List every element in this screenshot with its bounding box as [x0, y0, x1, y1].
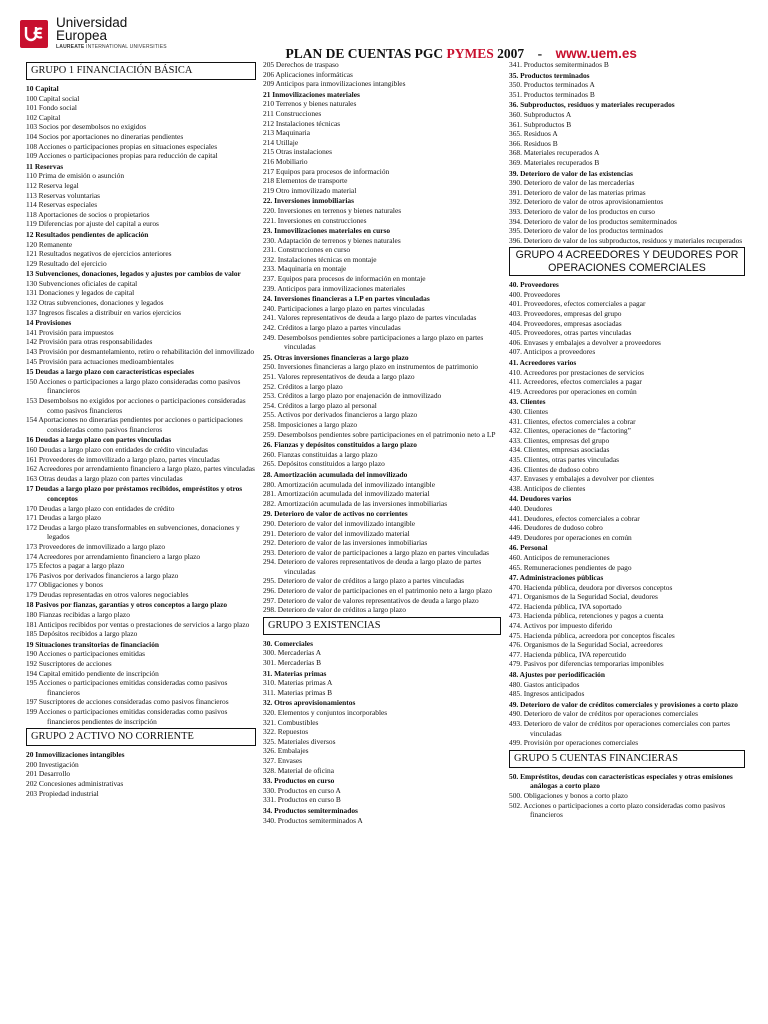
account-item: 141 Provisión para impuestos — [26, 327, 114, 337]
account-item: 175 Efectos a pagar a largo plazo — [26, 561, 125, 571]
subgroup-heading: 26. Fianzas y depósitos constituidos a largo plazo — [263, 440, 417, 450]
account-item: 110 Prima de emisión o asunción — [26, 171, 125, 181]
account-item: 351. Productos terminados B — [509, 89, 595, 99]
logo-text-line1: Universidad — [56, 15, 128, 30]
university-logo-icon — [20, 20, 48, 48]
account-item: 320. Elementos y conjuntos incorporables — [263, 708, 388, 717]
subgroup-heading: 33. Productos en curso — [263, 776, 335, 786]
account-item: 161 Proveedores de inmovilizado a largo plazo, partes vinculadas — [26, 454, 220, 464]
account-item: 154 Aportaciones no dinerarias pendientes por acciones o participaciones consideradas como pasivos financieros — [26, 415, 243, 434]
account-item: 460. Anticipos de remuneraciones — [509, 552, 610, 562]
account-item: 396. Deterioro de valor de los subproductos, residuos y materiales recuperados — [509, 235, 743, 245]
logo-tag-bold: LAUREATE — [56, 44, 85, 50]
account-item: 131 Donaciones y legados de capital — [26, 288, 135, 298]
account-item: 100 Capital social — [26, 93, 80, 103]
account-item: 103 Socios por desembolsos no exigidos — [26, 122, 147, 132]
account-item: 390. Deterioro de valor de las mercaderías — [509, 178, 635, 188]
account-item: 200 Investigación — [26, 759, 79, 769]
account-item: 231. Construcciones en curso — [263, 245, 351, 255]
page-header — [0, 0, 768, 61]
account-item: 280. Amortización acumulada del inmovilizado intangible — [263, 479, 435, 489]
account-item: 258. Imposiciones a largo plazo — [263, 419, 358, 429]
account-item: 170 Deudas a largo plazo con entidades de crédito — [26, 503, 175, 513]
account-item: 252. Créditos a largo plazo — [263, 381, 343, 391]
account-item: 321. Combustibles — [263, 717, 319, 727]
account-item: 438. Anticipos de clientes — [509, 483, 586, 493]
account-item: 132 Otras subvenciones, donaciones y legados — [26, 298, 164, 308]
account-item: 403. Proveedores, empresas del grupo — [509, 309, 622, 319]
account-item: 130 Subvenciones oficiales de capital — [26, 278, 138, 288]
account-item: 102 Capital — [26, 112, 61, 122]
account-item: 300. Mercaderías A — [263, 648, 322, 658]
account-item: 240. Participaciones a largo plazo en partes vinculadas — [263, 303, 425, 313]
subgroup-heading: 24. Inversiones financieras a LP en partes vinculadas — [263, 294, 430, 304]
account-item: 405. Proveedores, otras partes vinculadas — [509, 328, 632, 338]
account-item: 180 Fianzas recibidas a largo plazo — [26, 610, 130, 620]
subgroup-heading: 20 Inmovilizaciones intangibles — [26, 750, 125, 760]
account-item: 322. Repuestos — [263, 727, 309, 737]
account-item: 163 Otras deudas a largo plazo con partes vinculadas — [26, 473, 183, 483]
subgroup-heading: 30. Comerciales — [263, 638, 313, 648]
account-item: 201 Desarrollo — [26, 769, 71, 779]
column-1 — [26, 60, 256, 798]
account-item: 490. Deterioro de valor de créditos por operaciones comerciales — [509, 709, 698, 719]
account-item: 433. Clientes, empresas del grupo — [509, 435, 610, 445]
account-item: 410. Acreedores por prestaciones de servicios — [509, 367, 645, 377]
subgroup-heading: 18 Pasivos por fianzas, garantías y otros conceptos a largo plazo — [26, 600, 228, 610]
account-item: 199 Acciones o participaciones emitidas consideradas como pasivos financieros pendientes de inscripción — [26, 707, 228, 726]
subgroup-heading: 44. Deudores varios — [509, 494, 572, 504]
subgroup-heading: 43. Clientes — [509, 397, 546, 407]
account-item: 142 Provisión para otras responsabilidades — [26, 337, 153, 347]
account-item: 162 Acreedores por arrendamiento financiero a largo plazo, partes vinculadas — [26, 464, 255, 474]
account-item: 476. Organismos de la Seguridad Social, acreedores — [509, 640, 663, 650]
account-item: 255. Activos por derivados financieros a largo plazo — [263, 410, 418, 420]
account-item: 172 Deudas a largo plazo transformables en subvenciones, donaciones y legados — [26, 522, 240, 542]
account-item: 293. Deterioro de valor de participaciones a largo plazo en partes vinculadas — [263, 547, 490, 557]
group-heading: GRUPO 2 ACTIVO NO CORRIENTE — [26, 728, 256, 746]
account-item: 145 Provisión para actuaciones medioambientales — [26, 356, 174, 366]
account-item: 253. Créditos a largo plazo por enajenación de inmovilizado — [263, 391, 442, 401]
subgroup-heading: 22. Inversiones inmobiliarias — [263, 196, 354, 206]
account-item: 493. Deterioro de valor de créditos por operaciones comerciales con partes vinculadas — [509, 719, 731, 738]
account-item: 295. Deterioro de valor de créditos a largo plazo a partes vinculadas — [263, 576, 464, 586]
account-item: 220. Inversiones en terrenos y bienes naturales — [263, 205, 402, 215]
account-item: 499. Provisión por operaciones comerciales — [509, 738, 639, 748]
account-item: 212 Instalaciones técnicas — [263, 118, 341, 128]
account-item: 296. Deterioro de valor de participaciones en el patrimonio neto a largo plazo — [263, 586, 493, 596]
account-item: 328. Material de oficina — [263, 765, 335, 775]
account-item: 254. Créditos a largo plazo al personal — [263, 400, 377, 410]
account-item: 392. Deterioro de valor de otros aprovisionamientos — [509, 197, 664, 207]
account-item: 192 Suscriptores de acciones — [26, 659, 112, 669]
account-item: 473. Hacienda pública, retenciones y pagos a cuenta — [509, 611, 664, 621]
account-item: 206 Aplicaciones informáticas — [263, 69, 353, 79]
account-item: 176 Pasivos por derivados financieros a largo plazo — [26, 570, 179, 580]
account-item: 232. Instalaciones técnicas en montaje — [263, 254, 377, 264]
account-item: 441. Deudores, efectos comerciales a cobrar — [509, 513, 640, 523]
account-item: 350. Productos terminados A — [509, 80, 595, 90]
account-item: 395. Deterioro de valor de los productos terminados — [509, 226, 663, 236]
account-item: 143 Provisión por desmantelamiento, retiro o rehabilitación del inmovilizado — [26, 347, 255, 357]
account-item: 474. Activos por impuesto diferido — [509, 621, 613, 631]
group-heading: GRUPO 1 FINANCIACIÓN BÁSICA — [26, 62, 256, 80]
account-item: 104 Socios por aportaciones no dinerarias pendientes — [26, 131, 184, 141]
account-item: 242. Créditos a largo plazo a partes vinculadas — [263, 323, 401, 333]
subgroup-heading: 11 Reservas — [26, 161, 64, 171]
logo-tagline — [56, 44, 167, 50]
account-item: 282. Amortización acumulada de las inversiones inmobiliarias — [263, 498, 448, 508]
account-item: 174 Acreedores por arrendamiento financiero a largo plazo — [26, 551, 201, 561]
account-item: 194 Capital emitido pendiente de inscripción — [26, 668, 159, 678]
account-item: 179 Deudas representadas en otros valores negociables — [26, 589, 189, 599]
account-item: 446. Deudores de dudoso cobro — [509, 523, 603, 533]
account-item: 340. Productos semiterminados A — [263, 815, 363, 825]
title-suffix: 2007 - — [493, 46, 556, 61]
account-item: 475. Hacienda pública, acreedora por conceptos fiscales — [509, 630, 675, 640]
account-item: 290. Deterioro de valor del inmovilizado intangible — [263, 518, 416, 528]
account-item: 210 Terrenos y bienes naturales — [263, 99, 357, 109]
account-item: 434. Clientes, empresas asociadas — [509, 445, 610, 455]
account-item: 327. Envases — [263, 755, 302, 765]
subgroup-heading: 31. Materias primas — [263, 668, 327, 678]
title-url: www.uem.es — [555, 46, 637, 61]
account-item: 369. Materiales recuperados B — [509, 157, 600, 167]
subgroup-heading: 47. Administraciones públicas — [509, 573, 604, 583]
account-item: 250. Inversiones financieras a largo plazo en instrumentos de patrimonio — [263, 362, 478, 372]
account-item: 129 Resultado del ejercicio — [26, 258, 107, 268]
subgroup-heading: 15 Deudas a largo plazo con características especiales — [26, 367, 195, 377]
account-item: 472. Hacienda pública, IVA soportado — [509, 601, 622, 611]
account-item: 449. Deudores por operaciones en común — [509, 532, 632, 542]
account-item: 294. Deterioro de valores representativos de deuda a largo plazo de partes vinculadas — [263, 557, 482, 576]
account-item: 241. Valores representativos de deuda a largo plazo de partes vinculadas — [263, 313, 477, 323]
subgroup-heading: 21 Inmovilizaciones materiales — [263, 89, 360, 99]
subgroup-heading: 34. Productos semiterminados — [263, 805, 358, 815]
account-item: 391. Deterioro de valor de las materias primas — [509, 187, 646, 197]
account-item: 216 Mobiliario — [263, 156, 308, 166]
subgroup-heading: 50. Empréstitos, deudas con características especiales y otras emisiones análogas a corto plazo — [509, 771, 733, 791]
account-item: 219 Otro inmovilizado material — [263, 185, 357, 195]
account-item: 471. Organismos de la Seguridad Social, deudores — [509, 592, 658, 602]
subgroup-heading: 41. Acreedores varios — [509, 358, 577, 368]
account-item: 368. Materiales recuperados A — [509, 148, 600, 158]
account-item: 203 Propiedad industrial — [26, 788, 99, 798]
logo-tag-rest: INTERNATIONAL UNIVERSITIES — [84, 44, 167, 50]
subgroup-heading: 29. Deterioro de valor de activos no corrientes — [263, 509, 408, 519]
account-item: 217 Equipos para procesos de información — [263, 166, 390, 176]
account-item: 190 Acciones o participaciones emitidas — [26, 649, 146, 659]
account-item: 437. Envases y embalajes a devolver por clientes — [509, 474, 654, 484]
account-item: 109 Acciones o participaciones propias para reducción de capital — [26, 151, 218, 161]
subgroup-heading: 12 Resultados pendientes de aplicación — [26, 229, 149, 239]
account-item: 195 Acciones o participaciones emitidas consideradas como pasivos financieros — [26, 678, 228, 697]
account-item: 297. Deterioro de valor de valores representativos de deuda a largo plazo — [263, 595, 479, 605]
subgroup-heading: 14 Provisiones — [26, 318, 72, 328]
account-item: 112 Reserva legal — [26, 180, 79, 190]
account-item: 291. Deterioro de valor del inmovilizado material — [263, 528, 410, 538]
account-item: 121 Resultados negativos de ejercicios anteriores — [26, 249, 172, 259]
account-item: 298. Deterioro de valor de créditos a largo plazo — [263, 605, 406, 615]
account-item: 233. Maquinaria en montaje — [263, 264, 347, 274]
account-item: 310. Materias primas A — [263, 678, 333, 688]
account-item: 393. Deterioro de valor de los productos en curso — [509, 206, 655, 216]
account-item: 502. Acciones o participaciones a corto plazo consideradas como pasivos financieros — [509, 800, 726, 820]
account-item: 259. Desembolsos pendientes sobre participaciones en el patrimonio neto a LP — [263, 429, 496, 439]
subgroup-heading: 40. Proveedores — [509, 280, 559, 290]
account-item: 249. Desembolsos pendientes sobre participaciones a largo plazo en partes vinculadas — [263, 332, 484, 352]
account-item: 326. Embalajes — [263, 746, 309, 756]
account-item: 171 Deudas a largo plazo — [26, 513, 101, 523]
account-item: 221. Inversiones en construcciones — [263, 215, 367, 225]
subgroup-heading: 28. Amortización acumulada del inmovilizado — [263, 469, 408, 479]
account-item: 394. Deterioro de valor de los productos semiterminados — [509, 216, 677, 226]
account-item: 260. Fianzas constituidas a largo plazo — [263, 449, 378, 459]
subgroup-heading: 48. Ajustes por periodificación — [509, 670, 605, 680]
account-item: 173 Proveedores de inmovilizado a largo plazo — [26, 541, 166, 551]
subgroup-heading: 25. Otras inversiones financieras a largo plazo — [263, 352, 409, 362]
logo-text-line2: Europea — [56, 28, 108, 43]
subgroup-heading: 17 Deudas a largo plazo por préstamos recibidos, empréstitos y otros conceptos — [26, 484, 243, 503]
account-item: 113 Reservas voluntarias — [26, 190, 101, 200]
account-item: 311. Materias primas B — [263, 687, 333, 697]
account-item: 301. Mercaderías B — [263, 658, 322, 668]
account-item: 213 Maquinaria — [263, 128, 310, 138]
account-item: 101 Fondo social — [26, 103, 77, 113]
account-item: 411. Acreedores, efectos comerciales a pagar — [509, 377, 642, 387]
title-pymes: PYMES — [446, 46, 494, 61]
account-item: 211 Construcciones — [263, 108, 322, 118]
account-item: 292. Deterioro de valor de las inversiones inmobiliarias — [263, 538, 428, 548]
account-item: 153 Desembolsos no exigidos por acciones o participaciones consideradas como pasivos financieros — [26, 396, 246, 415]
account-item: 265. Depósitos constituidos a largo plazo — [263, 459, 385, 469]
subgroup-heading: 10 Capital — [26, 84, 59, 93]
account-item: 218 Elementos de transporte — [263, 176, 348, 186]
column-2 — [263, 60, 501, 825]
subgroup-heading: 49. Deterioro de valor de créditos comerciales y provisiones a corto plazo — [509, 699, 738, 709]
subgroup-heading: 46. Personal — [509, 543, 548, 553]
account-item: 480. Gastos anticipados — [509, 679, 580, 689]
account-item: 137 Ingresos fiscales a distribuir en varios ejercicios — [26, 307, 181, 317]
subgroup-heading: 39. Deterioro de valor de las existencias — [509, 168, 633, 178]
account-item: 177 Obligaciones y bonos — [26, 580, 103, 590]
account-item: 330. Productos en curso A — [263, 785, 341, 795]
account-item: 430. Clientes — [509, 407, 549, 416]
account-item: 325. Materiales diversos — [263, 736, 336, 746]
account-item: 209 Anticipos para inmovilizaciones intangibles — [263, 79, 406, 89]
column-3 — [509, 60, 745, 820]
account-item: 477. Hacienda pública, IVA repercutido — [509, 649, 627, 659]
account-item: 202 Concesiones administrativas — [26, 778, 124, 788]
subgroup-heading: 23. Inmovilizaciones materiales en curso — [263, 226, 391, 236]
account-item: 181 Anticipos recibidos por ventas o prestaciones de servicios a largo plazo — [26, 619, 250, 629]
account-item: 331. Productos en curso B — [263, 795, 341, 805]
group-heading: GRUPO 4 ACREEDORES Y DEUDORES POR OPERACIONES COMERCIALES — [509, 247, 745, 276]
account-item: 485. Ingresos anticipados — [509, 689, 585, 699]
account-item: 214 Utillaje — [263, 137, 299, 147]
title-prefix: PLAN DE CUENTAS PGC — [285, 46, 447, 61]
account-item: 432. Clientes, operaciones de “factoring” — [509, 426, 631, 436]
account-item: 360. Subproductos A — [509, 109, 572, 119]
account-item: 197 Suscriptores de acciones consideradas como pasivos financieros — [26, 697, 229, 707]
subgroup-heading: 13 Subvenciones, donaciones, legados y ajustes por cambios de valor — [26, 269, 241, 279]
account-item: 435. Clientes, otras partes vinculadas — [509, 454, 620, 464]
account-item: 406. Envases y embalajes a devolver a proveedores — [509, 337, 661, 347]
account-item: 108 Acciones o participaciones propias en situaciones especiales — [26, 141, 218, 151]
account-item: 341. Productos semiterminados B — [509, 60, 609, 69]
account-item: 281. Amortización acumulada del inmovilizado material — [263, 489, 430, 499]
group-heading: GRUPO 5 CUENTAS FINANCIERAS — [509, 750, 745, 768]
subgroup-heading: 35. Productos terminados — [509, 70, 590, 80]
account-item: 400. Proveedores — [509, 289, 561, 299]
subgroup-heading: 16 Deudas a largo plazo con partes vinculadas — [26, 435, 172, 445]
account-item: 185 Depósitos recibidos a largo plazo — [26, 629, 138, 639]
account-item: 479. Pasivos por diferencias temporarias imponibles — [509, 659, 664, 669]
subgroup-heading: 36. Subproductos, residuos y materiales recuperados — [509, 100, 675, 110]
account-item: 118 Aportaciones de socios o propietarios — [26, 209, 150, 219]
account-item: 205 Derechos de traspaso — [263, 60, 339, 69]
account-item: 114 Reservas especiales — [26, 200, 98, 210]
account-item: 419. Acreedores por operaciones en común — [509, 386, 637, 396]
account-item: 230. Adaptación de terrenos y bienes naturales — [263, 235, 401, 245]
account-item: 407. Anticipos a proveedores — [509, 347, 596, 357]
account-item: 404. Proveedores, empresas asociadas — [509, 318, 622, 328]
account-item: 239. Anticipos para inmovilizaciones materiales — [263, 283, 406, 293]
account-item: 465. Remuneraciones pendientes de pago — [509, 562, 632, 572]
account-item: 470. Hacienda pública, deudora por diversos conceptos — [509, 582, 673, 592]
account-item: 431. Clientes, efectos comerciales a cobrar — [509, 416, 636, 426]
account-item: 215 Otras instalaciones — [263, 147, 332, 157]
subgroup-heading: 32. Otros aprovisionamientos — [263, 698, 356, 708]
subgroup-heading: 19 Situaciones transitorias de financiación — [26, 639, 160, 649]
account-item: 251. Valores representativos de deuda a largo plazo — [263, 372, 415, 381]
account-item: 500. Obligaciones y bonos a corto plazo — [509, 790, 628, 800]
account-item: 150 Acciones o participaciones a largo plazo consideradas como pasivos financieros — [26, 376, 241, 396]
group-heading: GRUPO 3 EXISTENCIAS — [263, 617, 501, 635]
account-item: 120 Remanente — [26, 239, 73, 249]
account-item: 366. Residuos B — [509, 138, 558, 148]
account-item: 361. Subproductos B — [509, 119, 572, 129]
account-item: 365. Residuos A — [509, 129, 558, 139]
account-item: 119 Diferencias por ajuste del capital a euros — [26, 219, 159, 229]
account-item: 440. Deudores — [509, 503, 553, 513]
account-item: 160 Deudas a largo plazo con entidades de crédito vinculadas — [26, 444, 208, 454]
account-item: 237. Equipos para procesos de información en montaje — [263, 274, 426, 284]
account-item: 401. Proveedores, efectos comerciales a pagar — [509, 299, 646, 309]
account-item: 436. Clientes de dudoso cobro — [509, 464, 599, 474]
